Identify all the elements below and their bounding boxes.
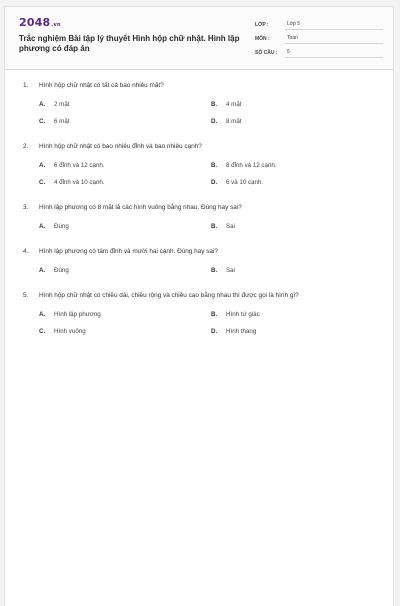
question-number: 1. bbox=[23, 82, 29, 89]
logo-suffix: .vn bbox=[51, 22, 61, 28]
answer-options bbox=[5, 161, 393, 187]
answer-letter: A. bbox=[39, 162, 46, 169]
question-list bbox=[5, 81, 393, 352]
answer-letter: B. bbox=[211, 162, 218, 169]
answer-letter: C. bbox=[39, 179, 46, 186]
answer-text: 6 và 10 cạnh. bbox=[226, 179, 264, 186]
answer-letter: B. bbox=[211, 223, 218, 230]
question-text bbox=[5, 291, 393, 300]
question-text bbox=[5, 142, 393, 151]
meta-label-class: LỚP : bbox=[255, 22, 269, 28]
meta-label-count: SỐ CÂU : bbox=[255, 50, 278, 56]
answer-text: Hình vuông bbox=[54, 328, 86, 335]
worksheet-title: Trắc nghiệm Bài tập lý thuyết Hình hộp chữ nhật. Hình lập phương có đáp án bbox=[19, 34, 240, 53]
question-item bbox=[5, 247, 393, 275]
answer-option-d[interactable] bbox=[211, 117, 383, 126]
answer-text: Sai bbox=[226, 223, 235, 230]
question-prompt: Hình hộp chữ nhật có chiều dài, chiều rộng và chiều cao bằng nhau thì được gọi là hình gì? bbox=[39, 292, 299, 299]
answer-options bbox=[5, 222, 393, 231]
answer-text: 2 mặt bbox=[54, 101, 70, 108]
answer-text: 4 mặt bbox=[226, 101, 242, 108]
question-text bbox=[5, 203, 393, 212]
question-number: 3. bbox=[23, 204, 29, 211]
question-text bbox=[5, 81, 393, 90]
worksheet-header bbox=[5, 7, 393, 70]
worksheet-meta bbox=[255, 17, 383, 59]
answer-letter: C. bbox=[39, 118, 46, 125]
question-item bbox=[5, 142, 393, 187]
answer-text: Hình thang bbox=[226, 328, 257, 335]
question-prompt: Hình lập phương có tám đỉnh và mười hai cạnh. Đúng hay sai? bbox=[39, 248, 218, 255]
question-number: 2. bbox=[23, 143, 29, 150]
meta-value-count: 5 bbox=[285, 48, 383, 58]
question-prompt: Hình lập phương có 8 mặt là các hình vuông bằng nhau. Đúng hay sai? bbox=[39, 204, 242, 211]
answer-option-b[interactable] bbox=[211, 266, 383, 275]
answer-letter: D. bbox=[211, 328, 218, 335]
answer-option-a[interactable] bbox=[39, 222, 211, 231]
answer-option-d[interactable] bbox=[211, 327, 383, 336]
answer-letter: D. bbox=[211, 118, 218, 125]
question-prompt: Hình hộp chữ nhật có bao nhiêu đỉnh và bao nhiêu cạnh? bbox=[39, 143, 202, 150]
question-item bbox=[5, 291, 393, 336]
answer-text: 8 mặt bbox=[226, 118, 242, 125]
question-number: 4. bbox=[23, 248, 29, 255]
answer-text: Đúng bbox=[54, 267, 69, 274]
answer-text: Hình tứ giác bbox=[226, 311, 260, 318]
answer-option-b[interactable] bbox=[211, 310, 383, 319]
answer-option-b[interactable] bbox=[211, 161, 383, 170]
answer-letter: C. bbox=[39, 328, 46, 335]
question-text bbox=[5, 247, 393, 256]
answer-letter: A. bbox=[39, 311, 46, 318]
answer-letter: A. bbox=[39, 223, 46, 230]
answer-text: Đúng bbox=[54, 223, 69, 230]
answer-option-c[interactable] bbox=[39, 178, 211, 187]
question-item bbox=[5, 203, 393, 231]
answer-letter: A. bbox=[39, 101, 46, 108]
answer-letter: B. bbox=[211, 267, 218, 274]
answer-option-c[interactable] bbox=[39, 327, 211, 336]
answer-options bbox=[5, 310, 393, 336]
meta-value-subject: Toán bbox=[285, 34, 383, 44]
answer-option-a[interactable] bbox=[39, 161, 211, 170]
question-prompt: Hình hộp chữ nhật có tất cả bao nhiêu mặt? bbox=[39, 82, 164, 89]
meta-row-count bbox=[255, 45, 383, 58]
meta-row-subject bbox=[255, 31, 383, 44]
answer-text: Sai bbox=[226, 267, 235, 274]
logo-text: 2048 bbox=[19, 16, 51, 29]
answer-option-a[interactable] bbox=[39, 100, 211, 109]
answer-text: Hình lập phương bbox=[54, 311, 101, 318]
answer-letter: D. bbox=[211, 179, 218, 186]
answer-letter: A. bbox=[39, 267, 46, 274]
answer-text: 4 đỉnh và 10 cạnh. bbox=[54, 179, 105, 186]
answer-text: 8 đỉnh và 12 cạnh. bbox=[226, 162, 277, 169]
answer-option-d[interactable] bbox=[211, 178, 383, 187]
worksheet-page bbox=[4, 6, 394, 606]
answer-options bbox=[5, 100, 393, 126]
question-number: 5. bbox=[23, 292, 29, 299]
answer-option-b[interactable] bbox=[211, 222, 383, 231]
answer-option-a[interactable] bbox=[39, 310, 211, 319]
answer-option-a[interactable] bbox=[39, 266, 211, 275]
answer-letter: B. bbox=[211, 101, 218, 108]
answer-option-c[interactable] bbox=[39, 117, 211, 126]
question-item bbox=[5, 81, 393, 126]
answer-option-b[interactable] bbox=[211, 100, 383, 109]
meta-value-class: Lớp 5 bbox=[285, 20, 383, 30]
answer-letter: B. bbox=[211, 311, 218, 318]
answer-text: 6 đỉnh và 12 cạnh. bbox=[54, 162, 105, 169]
answer-text: 6 mặt bbox=[54, 118, 70, 125]
meta-label-subject: MÔN : bbox=[255, 36, 270, 42]
answer-options bbox=[5, 266, 393, 275]
meta-row-class bbox=[255, 17, 383, 30]
site-logo[interactable] bbox=[19, 16, 61, 29]
